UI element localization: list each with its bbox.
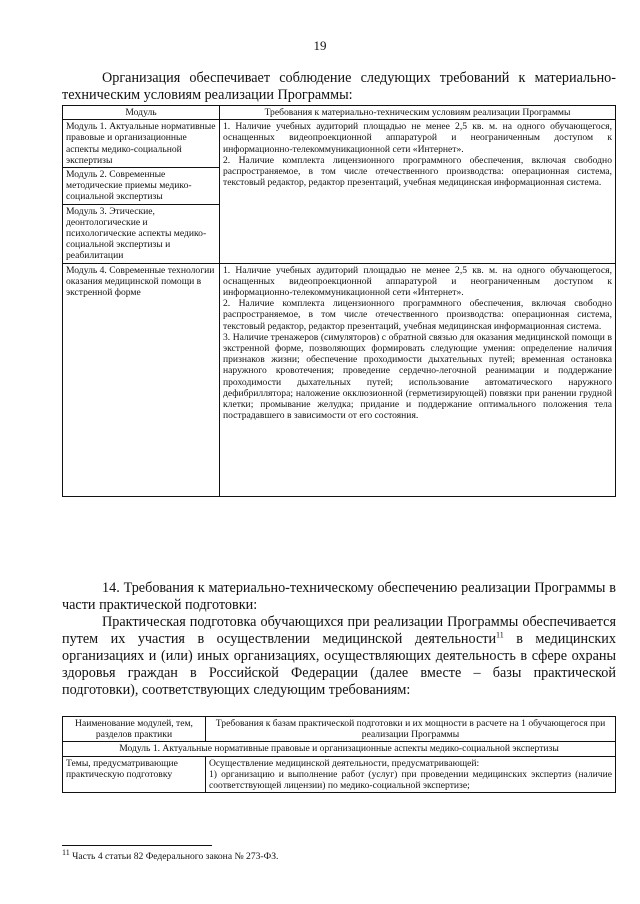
requirement-item: 2. Наличие комплекта лицензионного программного обеспечения, включая свободно распространяемое, в том числе отечественного производства: операционная система, текстовый редактор, редактор презентаций, учебная медицинская информационная система. — [223, 298, 612, 332]
table1-module-2: Модуль 2. Современные методические приемы медико-социальной экспертизы — [63, 168, 220, 205]
footnote-reference: 11 — [496, 630, 504, 640]
practice-paragraph — [62, 614, 616, 699]
footnote — [62, 847, 279, 862]
table1-header-module: Модуль — [63, 106, 220, 120]
requirement-item: 3. Наличие тренажеров (симуляторов) с обратной связью для оказания медицинской помощи в экстренной форме, позволяющих формировать следующие умения: определение наличия признаков жизни; обеспечение проходимости дыхательных путей; временная остановка наружного кровотечения; проведение сердечно-легочной реанимации и поддержание проходимости дыхательных путей; использование автоматического наружного дефибриллятора; наложение окклюзионной (герметизирующей) повязки при ранении грудной клетки; промывание желудка; придание и поддержание оптимального положения тела пострадавшего в зависимости от его состояния. — [223, 331, 612, 422]
practice-paragraph-continued: в медицинских организациях и (или) иных организациях, осуществляющих деятельность в сфере охраны здоровья граждан в Российской Федерации (далее вместе – базы практической подготовки), соответствующих следующим требованиям: — [62, 631, 616, 698]
requirement-item: 1. Наличие учебных аудиторий площадью не менее 2,5 кв. м. на одного обучающегося, оснащенных видеопроекционной аппаратурой и неограниченным доступом к информационно-телекоммуникационной сети «Интернет». — [223, 121, 612, 155]
requirement-item: 1. Наличие учебных аудиторий площадью не менее 2,5 кв. м. на одного обучающегося, оснащенных видеопроекционной аппаратурой и неограниченным доступом к информационно-телекоммуникационной сети «Интернет». — [223, 264, 612, 299]
page-number: 19 — [313, 38, 327, 53]
table2-requirements-cell — [206, 756, 616, 793]
table1-module-4: Модуль 4. Современные технологии оказания медицинской помощи в экстренной форме — [63, 263, 220, 496]
table2-topics-cell: Темы, предусматривающие практическую подготовку — [63, 756, 206, 793]
table2-requirement-item: 1) организацию и выполнение работ (услуг) при проведении медицинских экспертиз (наличие соответствующей лицензии) по медико-социальной экспертизе; — [209, 768, 612, 792]
practice-paragraph-text: Практическая подготовка обучающихся при реализации Программы обеспечивается путем их участия в осуществлении медицинской деятельности — [62, 614, 616, 647]
table1-requirements-b — [220, 263, 616, 496]
footnote-divider — [62, 845, 212, 846]
practice-bases-table — [62, 716, 616, 793]
table2-header-left: Наименование модулей, тем, разделов практики — [63, 717, 206, 742]
table2-requirement-intro: Осуществление медицинской деятельности, предусматривающей: — [209, 757, 480, 769]
section-14-heading: 14. Требования к материально-техническому обеспечению реализации Программы в части практической подготовки: — [62, 580, 616, 613]
table1-requirements-a — [220, 120, 616, 263]
footnote-text: Часть 4 статьи 82 Федерального закона № 273-ФЗ. — [72, 851, 279, 862]
table1-module-3: Модуль 3. Этические, деонтологические и психологические аспекты медико-социальной экспертизы и реабилитации — [63, 204, 220, 263]
intro-paragraph: Организация обеспечивает соблюдение следующих требований к материально-техническим условиям реализации Программы: — [62, 70, 616, 103]
requirement-item: 2. Наличие комплекта лицензионного программного обеспечения, включая свободно распространяемое, в том числе отечественного производства: операционная система, текстовый редактор, редактор презентаций, учебная медицинская информационная система. — [223, 154, 612, 189]
table2-module-row: Модуль 1. Актуальные нормативные правовые и организационные аспекты медико-социальной экспертизы — [63, 742, 616, 756]
footnote-number: 11 — [62, 847, 70, 857]
material-requirements-table — [62, 105, 616, 497]
table1-module-1: Модуль 1. Актуальные нормативные правовые и организационные аспекты медико-социальной экспертизы — [63, 120, 220, 168]
table2-header-right: Требования к базам практической подготовки и их мощности в расчете на 1 обучающегося при реализации Программы — [206, 717, 616, 742]
table1-header-requirements: Требования к материально-техническим условиям реализации Программы — [220, 106, 616, 120]
